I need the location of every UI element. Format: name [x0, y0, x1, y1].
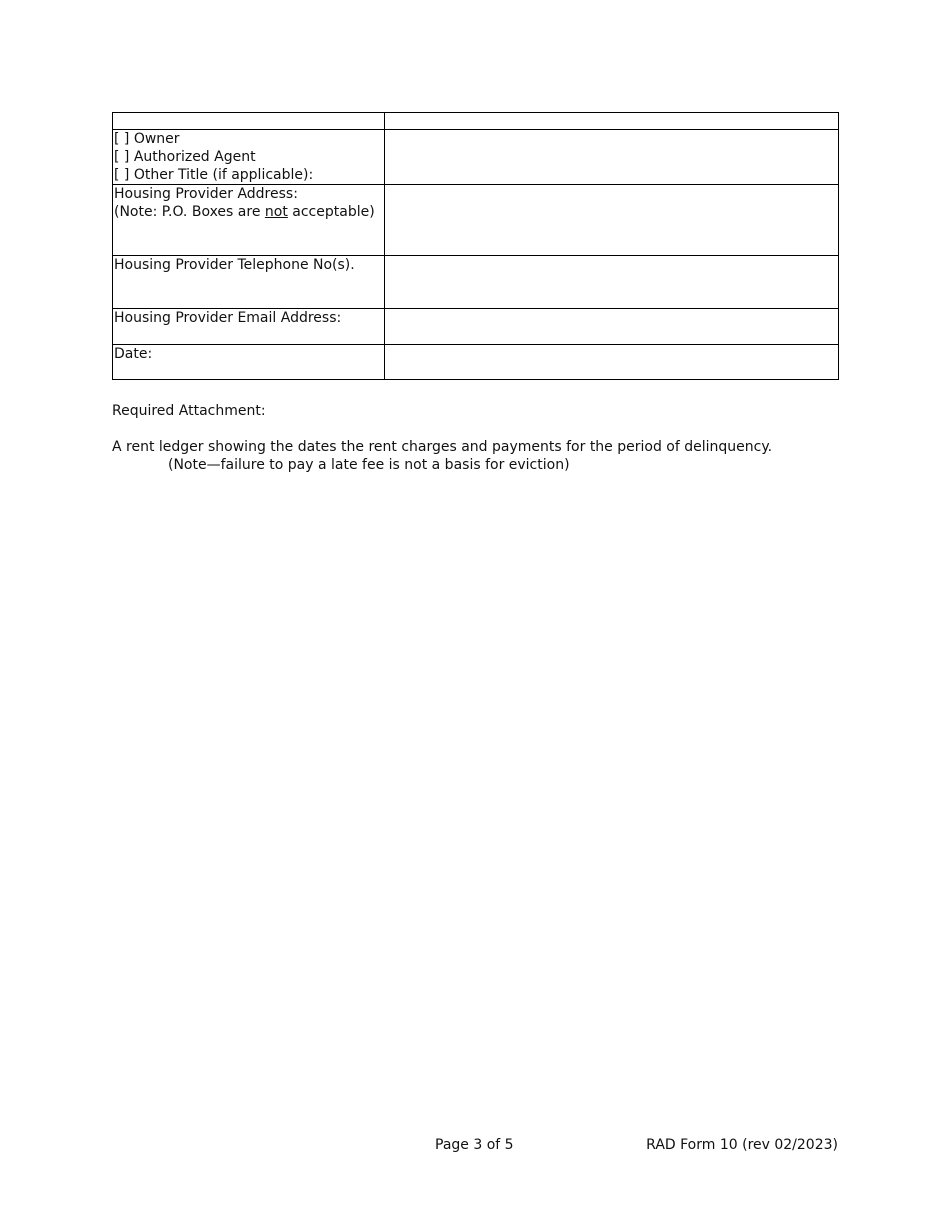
address-note	[114, 203, 384, 221]
date-value-field[interactable]	[385, 345, 839, 380]
email-label: Housing Provider Email Address:	[113, 309, 385, 345]
required-attachment-body: A rent ledger showing the dates the rent charges and payments for the period of delinquency.	[112, 439, 773, 455]
telephone-value-field[interactable]	[385, 256, 839, 309]
address-note-emphasis: not	[264, 204, 288, 220]
table-row	[113, 113, 839, 130]
required-attachment-note: (Note—failure to pay a late fee is not a basis for eviction)	[168, 457, 570, 473]
table-row	[113, 309, 839, 345]
other-title-checkbox-option[interactable]: [ ] Other Title (if applicable):	[114, 167, 314, 183]
table-row	[113, 130, 839, 185]
telephone-label: Housing Provider Telephone No(s).	[113, 256, 385, 309]
page-number: Page 3 of 5	[435, 1137, 514, 1153]
housing-provider-form-table	[112, 112, 839, 380]
required-attachment-title: Required Attachment:	[112, 403, 266, 419]
email-value-field[interactable]	[385, 309, 839, 345]
owner-checkbox-option[interactable]: [ ] Owner	[114, 131, 180, 147]
address-label: Housing Provider Address:	[114, 186, 298, 202]
authorized-agent-checkbox-option[interactable]: [ ] Authorized Agent	[114, 149, 256, 165]
table-row	[113, 345, 839, 380]
title-options-cell	[113, 130, 385, 185]
header-value-field[interactable]	[385, 113, 839, 130]
title-value-field[interactable]	[385, 130, 839, 185]
table-row	[113, 185, 839, 256]
address-note-prefix: (Note: P.O. Boxes are	[114, 204, 265, 220]
address-note-suffix: acceptable)	[287, 204, 375, 220]
date-label: Date:	[113, 345, 385, 380]
address-value-field[interactable]	[385, 185, 839, 256]
form-identifier: RAD Form 10 (rev 02/2023)	[646, 1137, 838, 1153]
address-label-cell	[113, 185, 385, 256]
table-row	[113, 256, 839, 309]
header-label-cell	[113, 113, 385, 130]
